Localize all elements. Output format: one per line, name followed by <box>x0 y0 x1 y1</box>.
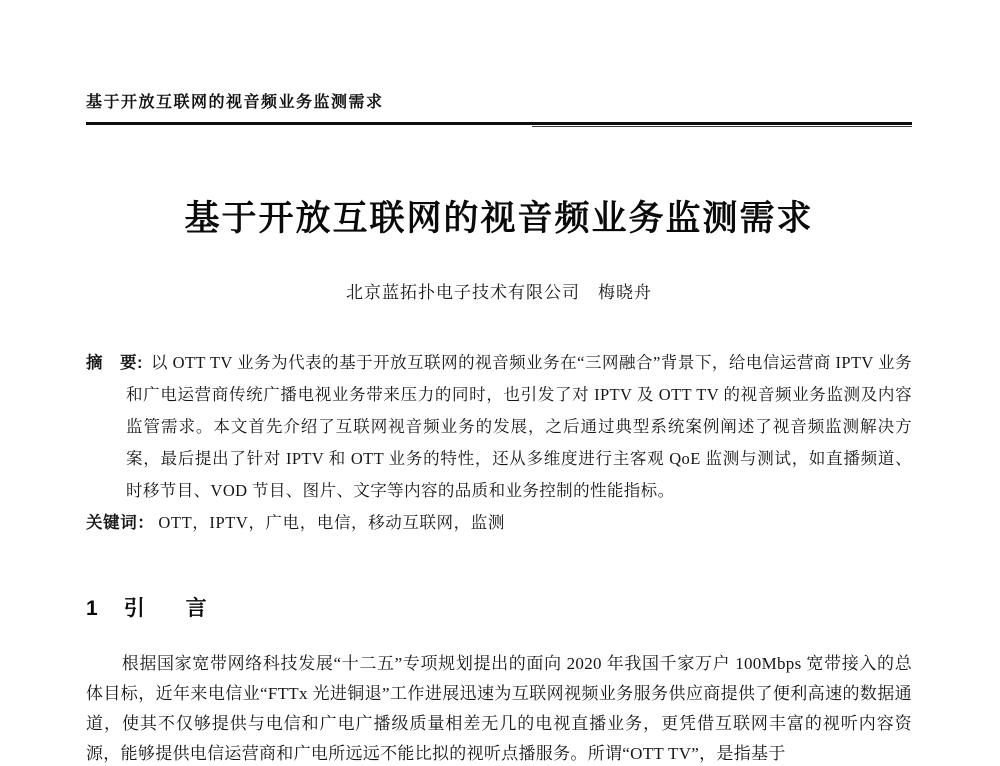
page-content <box>86 0 912 766</box>
abstract-text: 以 OTT TV 业务为代表的基于开放互联网的视音频业务在“三网融合”背景下，给电信运营商 IPTV 业务和广电运营商传统广播电视业务带来压力的同时，也引发了对 IPTV 及 OTT TV 的视音频业务监测及内容监管需求。本文首先介绍了互联网视音频业务的发展，之后通过典型系统案例阐述了视音频监测解决方案，最后提出了针对 IPTV 和 OTT 业务的特性，还从多维度进行主客观 QoE 监测与测试，如直播频道、时移节目、VOD 节目、图片、文字等内容的品质和业务控制的性能指标。 <box>126 353 912 500</box>
section-number: 1 <box>86 597 98 620</box>
keywords-label: 关键词： <box>86 514 155 532</box>
header-rule <box>86 122 912 125</box>
section-title: 引 言 <box>123 597 217 620</box>
keywords-line <box>86 507 912 539</box>
abstract-paragraph <box>86 347 912 507</box>
author-byline: 北京蓝拓扑电子技术有限公司 梅晓舟 <box>346 283 652 302</box>
paper-title: 基于开放互联网的视音频业务监测需求 <box>184 199 814 238</box>
running-header: 基于开放互联网的视音频业务监测需求 <box>86 94 384 111</box>
body-paragraph: 根据国家宽带网络科技发展“十二五”专项规划提出的面向 2020 年我国千家万户 100Mbps 宽带接入的总体目标，近年来电信业“FTTx 光进铜退”工作进展迅速为互联网视频业务服务供应商提供了便利高速的数据通道，使其不仅够提供与电信和广电广播级质量相差无几的电视直播业务，更凭借互联网丰富的视听内容资源，能够提供电信运营商和广电所远远不能比拟的视听点播服务。所谓“OTT TV”，是指基于 <box>86 654 912 763</box>
keywords-text: OTT，IPTV，广电，电信，移动互联网，监测 <box>158 513 505 532</box>
abstract-label: 摘 要: <box>86 354 143 372</box>
section-heading <box>86 595 912 623</box>
